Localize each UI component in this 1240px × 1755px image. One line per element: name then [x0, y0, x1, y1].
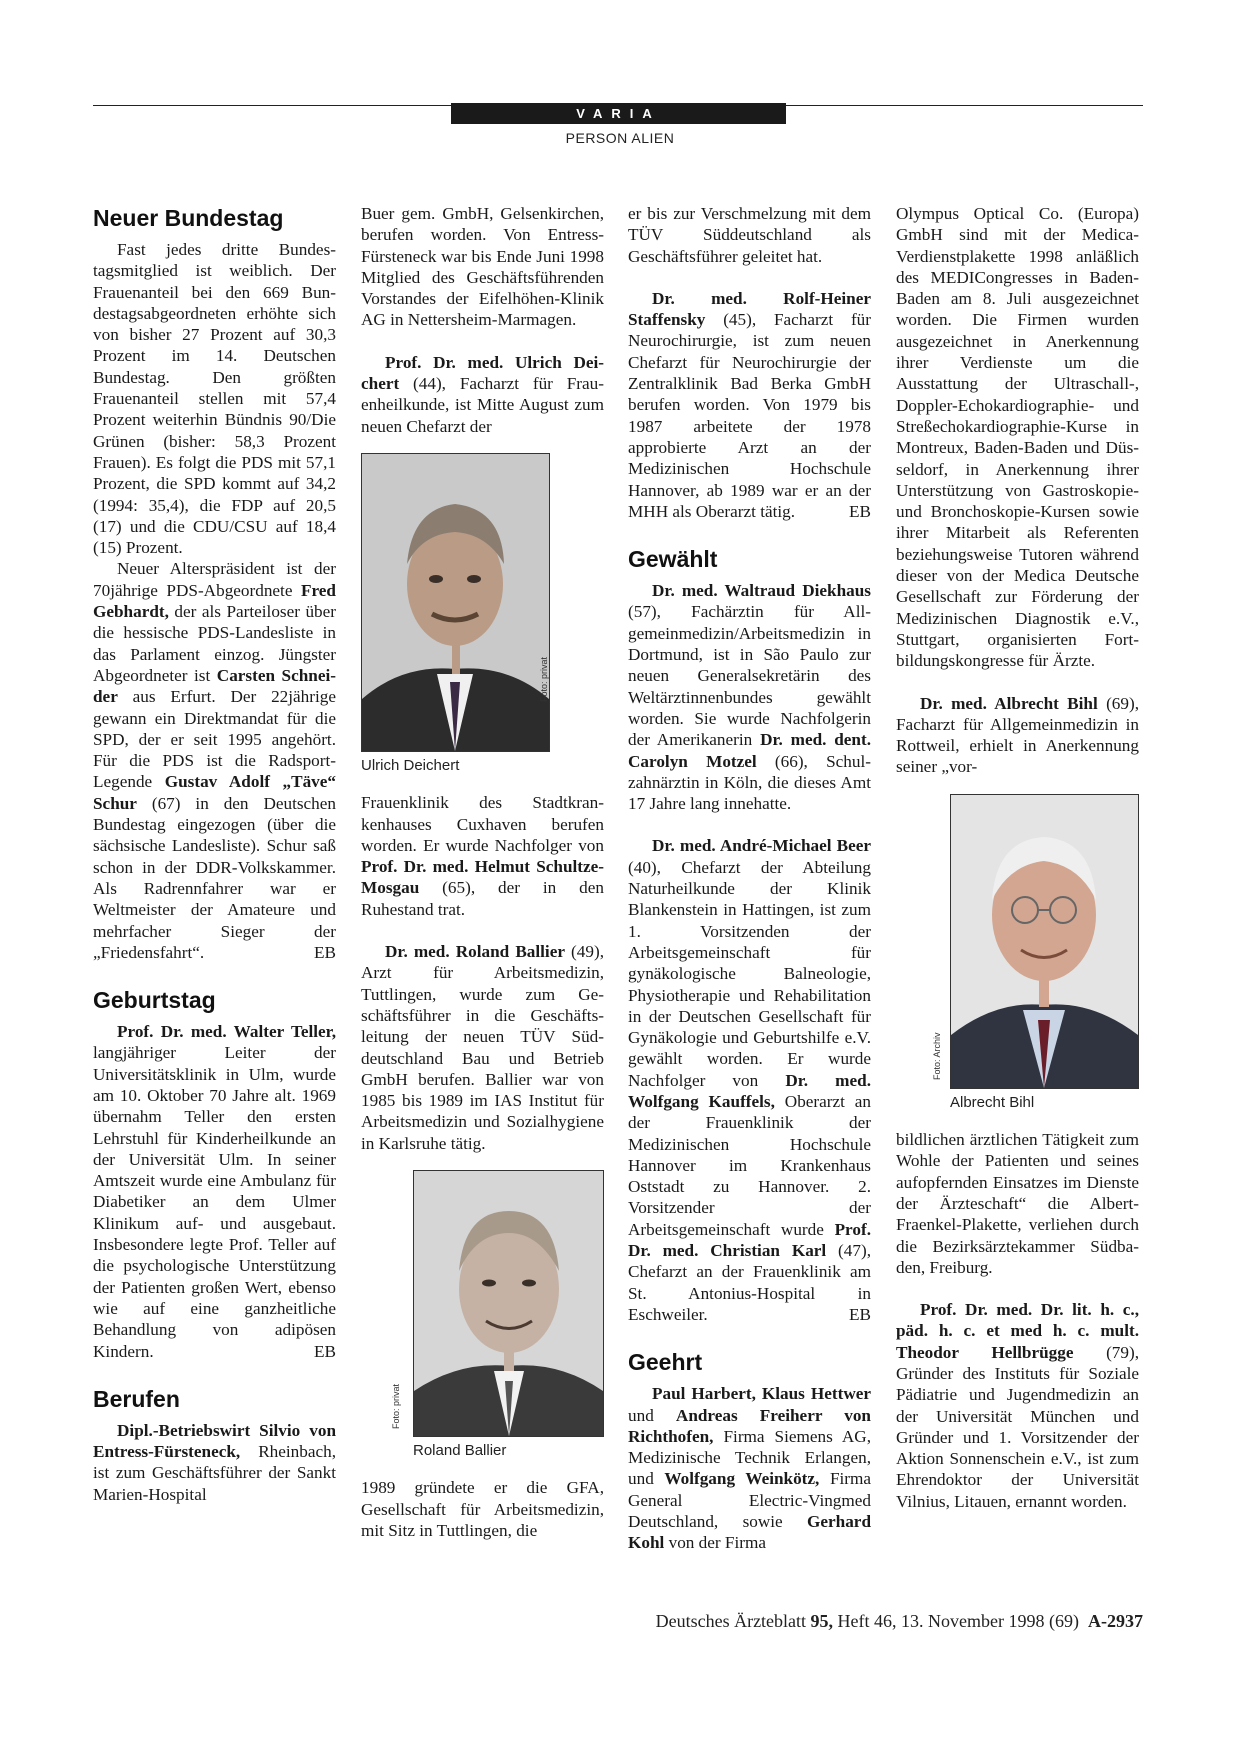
- paragraph: Dr. med. André-Michael Beer (40), Chefarzt der Abteilung Naturheilkunde der Klinik Blankenstein in Hattingen, ist zum 1. Vorsitzenden der Arbeitsgemeinschaft für gynäkologische Balneologie, Physiotherapie und Rehabilitation in der Deutschen Gesellschaft für Gynäkologie und Geburtshilfe e.V. gewählt worden. Er wurde Nachfolger von Dr. med. Wolfgang Kauffels, Oberarzt an der Frauenklinik der Medizinischen Hochschule Hannover im Krankenhaus Oststadt zu Hannover. 2. Vorsitzender der Arbeitsgemeinschaft wurde Prof. Dr. med. Christian Karl (47), Chefarzt an der Frauenklinik am St. Antonius-Hospital in Eschweiler. EB: [628, 836, 871, 1324]
- column-4: [896, 203, 1139, 1512]
- paragraph: Neuer Alterspräsident ist der 70jährige PDS-Abgeordnete Fred Gebhardt, der als Parteiloser über die hessische PDS-Landesliste in das Parlament einzog. Jüngster Abgeordneter ist Carsten Schneider aus Erfurt. Der 22jährige gewann ein Direktmandat für die SPD, der er seit 1995 angehört. Für die PDS ist die Radsport-Legende Gustav Adolf „Täve“ Schur (67) in den Deutschen Bundestag eingezogen (über die sächsische Landesliste). Schur saß schon in der DDR-Volkskammer. Als Radrennfahrer war er Weltmeister der Amateure und mehrfacher Sieger der „Friedensfahrt“. EB: [93, 559, 336, 962]
- person-name: Wolfgang Weinkötz,: [664, 1469, 820, 1489]
- photo-credit: Foto: privat: [539, 656, 549, 702]
- paragraph: Frauenklinik des Stadtkrankenhauses Cuxhaven berufen worden. Er wurde Nachfolger von Prof. Dr. med. Helmut Schultze-Mosgau (65), der in den Ruhestand trat.: [361, 793, 604, 919]
- person-name: Carsten Schneider: [93, 665, 336, 707]
- paragraph: Dr. med. Rolf-Heiner Staffensky (45), Facharzt für Neurochirurgie, ist zum neuen Chefarzt für Neurochirurgie der Zentralklinik Bad Berka GmbH berufen worden. Von 1979 bis 1987 arbeitete der 1978 approbierte Arzt an der Medizinischen Hochschule Hannover, ab 1989 war er an der MHH als Oberarzt tätig. EB: [628, 288, 871, 521]
- person-name: Prof. Dr. med. Christian Karl: [628, 1219, 871, 1261]
- paragraph: bildlichen ärztlichen Tätigkeit zum Wohle der Patienten und seines aufopfernden Einsatzes im Dienste der Ärzteschaft“ die Albert-Fraenkel-Plakette, verliehen durch die Bezirksärztekammer Südbaden, Freiburg.: [896, 1130, 1139, 1277]
- author-sign: EB: [314, 1341, 336, 1361]
- photo-credit: Foto: privat: [391, 1383, 401, 1430]
- author-sign: EB: [849, 1304, 871, 1324]
- paragraph: Fast jedes dritte Bundestagsmitglied ist weiblich. Der Frauenanteil bei den 669 Bundestagsabgeordneten erhöhte sich von bisher 27 Prozent auf 30,3 Prozent im 14. Deutschen Bundestag. Den größten Frauenanteil stellen mit 57,4 Prozent weiterhin Bündnis 90/Die Grünen (bisher: 58,3 Prozent Frauen). Es folgt die PDS mit 57,1 Prozent, die SPD kommt auf 34,2 (1994: 35,4), die FDP auf 20,5 (17) und die CDU/CSU auf 18,4 (15) Prozent.: [93, 240, 336, 558]
- portrait-photo-albrecht-bihl: [932, 794, 1139, 1089]
- person-name: Prof. Dr. med. Walter Teller,: [117, 1022, 336, 1042]
- person-name: Paul Harbert, Klaus Hettwer: [652, 1384, 871, 1404]
- author-sign: EB: [849, 501, 871, 521]
- subsection-label: PERSON ALIEN: [565, 130, 675, 146]
- paragraph: Dr. med. Waltraud Diekhaus (57), Fachärztin für Allgemeinmedizin/Arbeitsmedizin in Dortmund, ist in São Paulo zur neuen Generalsekretärin des Weltärztinnenbundes gewählt worden. Sie wurde Nachfolgerin der Amerikanerin Dr. med. dent. Carolyn Motzel (66), Schulzahnärztin in Köln, die dieses Amt 17 Jahre lang innehatte.: [628, 581, 871, 814]
- author-sign: EB: [314, 942, 336, 962]
- paragraph: Olympus Optical Co. (Europa) GmbH sind mit der Medica-Verdienstplakette 1998 anläßlich des MEDICongresses in Baden-Baden am 8. Juli ausgezeichnet worden. Die Firmen wurden ausgezeichnet in Anerkennung ihrer Verdienste um die Ausstattung der Ultraschall-, Doppler-Echokardiographie- und Streßechokardiographie-Kurse in Montreux, Baden-Baden und Düsseldorf, in Anerkennung ihrer Unterstützung von Gastroskopie- und Bronchoskopie-Kursen sowie ihrer Mitarbeit als Referenten beziehungsweise Tutoren während dieser von der Medica Deutsche Gesellschaft zur Förderung der Medizinischen Diagnostik e.V., Stuttgart, organisierten Fortbildungskongresse für Ärzte.: [896, 204, 1139, 671]
- person-name: Dr. med. Wolfgang Kauffels,: [628, 1070, 871, 1111]
- column-1: [93, 203, 336, 1505]
- paragraph: Dr. med. Roland Ballier (49), Arzt für Arbeitsmedizin, Tuttlingen, wurde zum Geschäftsführer in die Geschäftsleitung der neuen TÜV Süddeutschland Bau und Betrieb GmbH berufen. Ballier war von 1985 bis 1989 im IAS Institut für Arbeitsmedizin und Sozialhygiene in Karlsruhe tätig.: [361, 942, 604, 1153]
- paragraph: Prof. Dr. med. Dr. lit. h. c., päd. h. c. et med h. c. mult. Theodor Hellbrügge (79), Gründer des Instituts für Soziale Pädiatrie und Jugendmedizin an der Universität München und Gründer und 1. Vorsitzender der Aktion Sonnenschein e.V., ist zum Ehrendoktor der Universität Vilnius, Litauen, ernannt worden.: [896, 1300, 1140, 1511]
- person-name: Prof. Dr. med. Dr. lit. h. c., päd. h. c. et med h. c. mult. Theodor Hellbrügge: [896, 1300, 1139, 1362]
- portrait-illustration: [362, 454, 549, 751]
- person-name: Dr. med. Rolf-Heiner Staffensky: [628, 288, 871, 330]
- person-name: Gerhard Kohl: [628, 1512, 871, 1553]
- page-number: A-2937: [1088, 1611, 1143, 1631]
- section-label: VARIA: [451, 103, 786, 124]
- column-2: [361, 203, 604, 1541]
- portrait-photo-roland-ballier: [391, 1170, 604, 1437]
- heading-geehrt: Geehrt: [628, 1349, 703, 1376]
- column-3: [628, 203, 871, 1554]
- person-name: Prof. Dr. med. Helmut Schultze-Mosgau: [361, 857, 604, 898]
- person-name: Gustav Adolf „Täve“ Schur: [93, 772, 336, 813]
- paragraph: 1989 gründete er die GFA, Gesellschaft für Arbeitsmedizin, mit Sitz in Tuttlingen, die: [361, 1478, 604, 1540]
- portrait-illustration: [414, 1171, 603, 1436]
- photo-caption: Ulrich Deichert: [361, 756, 460, 774]
- portrait-photo-ulrich-deichert: [361, 453, 550, 752]
- person-name: Dr. med. Roland Ballier: [385, 942, 565, 962]
- photo-caption: Albrecht Bihl: [950, 1093, 1035, 1111]
- paragraph: Prof. Dr. med. Walter Teller, langjähriger Leiter der Universitätsklinik in Ulm, wurde am 10. Oktober 70 Jahre alt. 1969 übernahm Teller den ersten Lehrstuhl für Kinderheilkunde an der Universität Ulm. In seiner Amtszeit wurde eine Ambulanz für Diabetiker an dem Ulmer Klinikum auf- und ausgebaut. Insbesondere legte Prof. Teller auf die psychologische Unterstützung der Patienten großen Wert, ebenso wie auf eine ganzheitliche Behandlung von adipösen Kindern. EB: [93, 1022, 336, 1361]
- paragraph: Dr. med. Albrecht Bihl (69), Facharzt für Allgemeinmedizin in Rottweil, erhielt in Anerkennung seiner „vor-: [896, 693, 1139, 777]
- portrait-illustration: [951, 795, 1138, 1088]
- person-name: Fred Gebhardt,: [93, 580, 336, 622]
- photo-credit: Foto: Archiv: [932, 1032, 942, 1080]
- person-name: Dipl.-Betriebswirt Silvio von Entress-Fürsteneck,: [93, 1420, 336, 1462]
- paragraph: Dipl.-Betriebswirt Silvio von Entress-Fürsteneck, Rheinbach, ist zum Geschäftsführer der Sankt Marien-Hospital: [93, 1420, 336, 1504]
- paragraph: Paul Harbert, Klaus Hettwer und Andreas Freiherr von Richthofen, Firma Siemens AG, Medizinische Technik Erlangen, und Wolfgang Weinkötz, Firma General Electric-Vingmed Deutschland, sowie Gerhard Kohl von der Firma: [628, 1384, 871, 1553]
- heading-geburtstag: Geburtstag: [93, 987, 216, 1014]
- paragraph: er bis zur Verschmelzung mit dem TÜV Süddeutschland als Geschäftsführer geleitet hat.: [628, 204, 871, 266]
- heading-neuer-bundestag: Neuer Bundestag: [93, 205, 284, 231]
- paragraph: Prof. Dr. med. Ulrich Deichert (44), Facharzt für Frauenheilkunde, ist Mitte August zum neuen Chefarzt der: [361, 352, 604, 436]
- heading-gewaehlt: Gewählt: [628, 546, 718, 573]
- person-name: Dr. med. dent. Carolyn Motzel: [628, 730, 871, 771]
- paragraph: Buer gem. GmbH, Gelsenkirchen, berufen worden. Von Entress-Fürsteneck war bis Ende Juni 1998 Mitglied des Geschäftsführenden Vorstandes der Eifelhöhen-Klinik AG in Nettersheim-Marmagen.: [361, 204, 604, 330]
- person-name: Prof. Dr. med. Ulrich Deichert: [361, 352, 604, 394]
- heading-berufen: Berufen: [93, 1385, 180, 1412]
- person-name: Andreas Freiherr von Richthofen,: [628, 1405, 871, 1446]
- person-name: Dr. med. André-Michael Beer: [652, 836, 871, 856]
- photo-caption: Roland Ballier: [413, 1442, 507, 1460]
- person-name: Dr. med. Albrecht Bihl: [920, 693, 1098, 713]
- page-footer: Deutsches Ärzteblatt 95, Heft 46, 13. November 1998 (69) A-2937: [655, 1611, 1143, 1631]
- person-name: Dr. med. Waltraud Diekhaus: [652, 581, 871, 601]
